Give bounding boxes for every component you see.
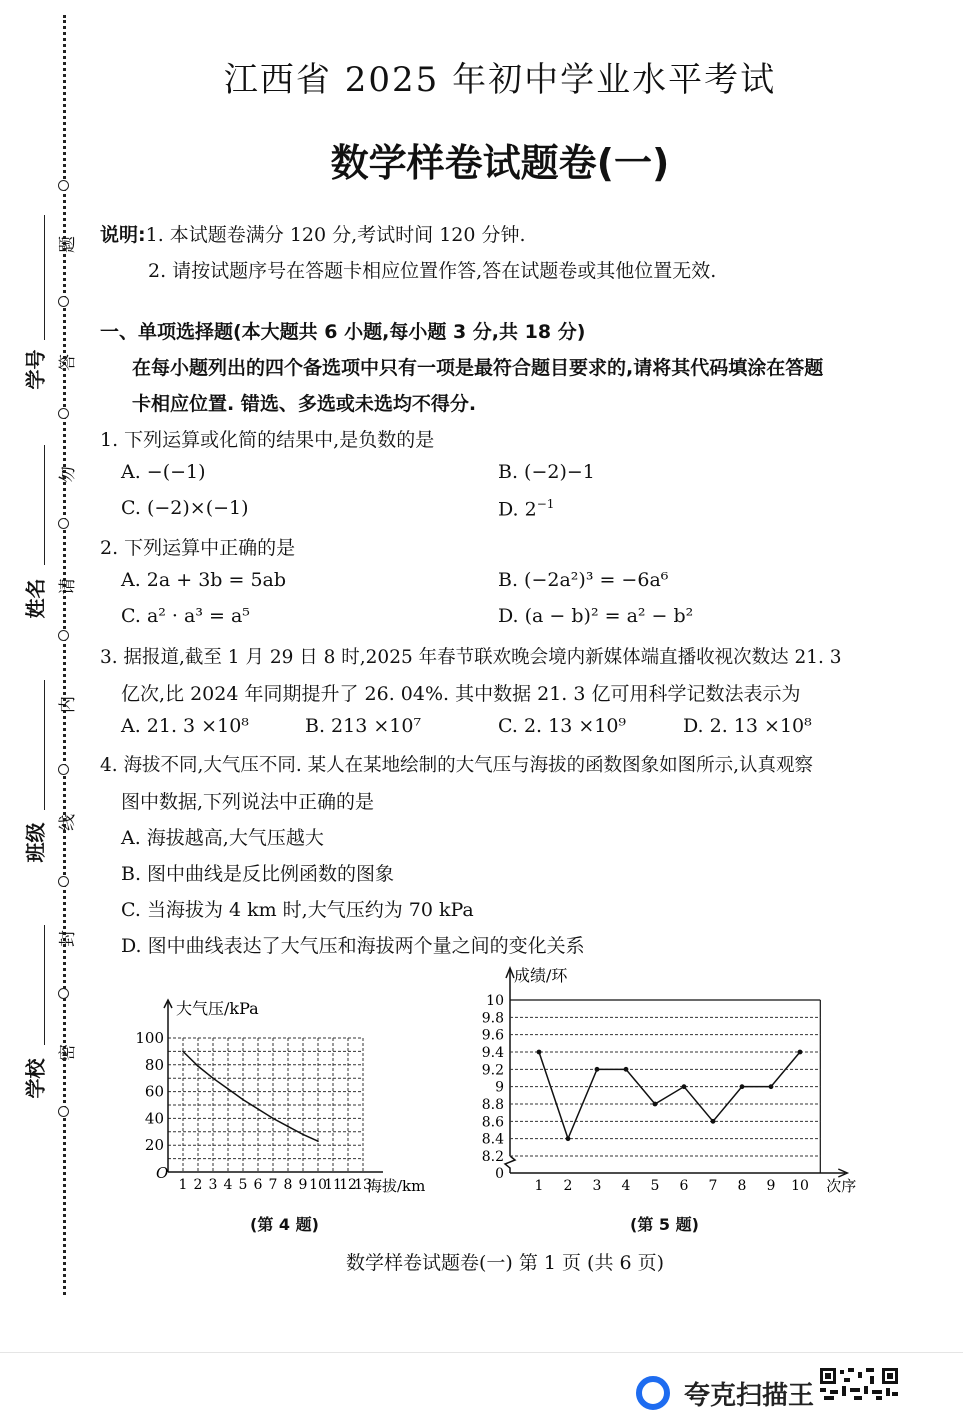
- field-student-id: 学号: [23, 349, 48, 390]
- q4-option-d: D. 图中曲线表达了大气压和海拔两个量之间的变化关系: [121, 935, 585, 957]
- y-tick-label: 8.4: [481, 1131, 504, 1148]
- score-point: [769, 1084, 774, 1089]
- x-tick-label: 4: [223, 1177, 233, 1193]
- pressure-altitude-chart: [120, 990, 460, 1205]
- q3-option-c: C. 2. 13 ×10⁹: [498, 715, 627, 737]
- curve-point: [182, 1051, 184, 1053]
- x-tick-label: 9: [298, 1177, 308, 1193]
- instructions-label: 说明:: [100, 224, 146, 246]
- x-tick-label: 5: [238, 1177, 248, 1193]
- q2-option-d: D. (a − b)² = a² − b²: [498, 605, 694, 627]
- y-tick-label: 40: [144, 1109, 164, 1128]
- x-tick-label: 4: [621, 1178, 631, 1194]
- score-line: [539, 1052, 800, 1139]
- score-point: [682, 1084, 687, 1089]
- y-tick-label: 80: [144, 1055, 164, 1074]
- x-tick-label: 3: [208, 1177, 218, 1193]
- binding-circle: [58, 764, 69, 775]
- x-tick-label: 7: [708, 1178, 718, 1194]
- curve-point: [317, 1140, 319, 1142]
- curve-point: [212, 1077, 214, 1079]
- x-tick-label: 12: [339, 1177, 357, 1193]
- section-intro: 卡相应位置. 错选、多选或未选均不得分.: [132, 393, 477, 415]
- x-tick-label: 10: [791, 1178, 809, 1194]
- q3-option-d: D. 2. 13 ×10⁸: [683, 715, 812, 737]
- y-tick-label: 8.2: [481, 1149, 504, 1165]
- qr-code-icon: [820, 1368, 898, 1402]
- x-tick-label: 1: [534, 1178, 544, 1194]
- score-point: [595, 1067, 600, 1072]
- field-underline: [44, 215, 45, 340]
- origin-label: 0: [495, 1166, 504, 1182]
- q4-option-a: A. 海拔越高,大气压越大: [121, 827, 324, 849]
- y-tick-label: 9: [495, 1079, 504, 1096]
- q2-option-c: C. a² · a³ = a⁵: [121, 605, 250, 627]
- q4-option-b: B. 图中曲线是反比例函数的图象: [121, 863, 395, 885]
- y-tick-label: 8.8: [481, 1097, 504, 1113]
- scanner-brand: 夸克扫描王: [684, 1381, 815, 1411]
- x-tick-label: 11: [324, 1177, 342, 1193]
- q3-option-b: B. 213 ×10⁷: [305, 715, 422, 737]
- score-point: [653, 1102, 658, 1107]
- curve-point: [227, 1088, 229, 1090]
- y-tick-label: 10: [486, 993, 504, 1009]
- q2-option-a: A. 2a + 3b = 5ab: [121, 569, 287, 591]
- question-4-line2: 图中数据,下列说法中正确的是: [121, 791, 375, 813]
- instructions-item2: 2. 请按试题序号在答题卡相应位置作答,答在试题卷或其他位置无效.: [148, 260, 717, 282]
- y-tick-label: 100: [135, 1029, 164, 1047]
- x-tick-label: 7: [268, 1177, 278, 1193]
- y-tick-label: 9.2: [481, 1062, 504, 1079]
- scanner-bar: [0, 1352, 963, 1403]
- curve-point: [257, 1108, 259, 1110]
- instructions-text: 1. 本试题卷满分 120 分,考试时间 120 分钟.: [145, 224, 526, 246]
- instructions-item1: [100, 220, 526, 247]
- binding-circle: [58, 296, 69, 307]
- q4-option-c: C. 当海拔为 4 km 时,大气压约为 70 kPa: [121, 899, 474, 921]
- score-point: [798, 1050, 803, 1055]
- field-school: 学校: [23, 1058, 48, 1099]
- question-3-line2: 亿次,比 2024 年同期提升了 26. 04%. 其中数据 21. 3 亿可用科学记数法表示为: [121, 683, 801, 705]
- field-underline: [44, 680, 45, 810]
- binding-char: 封: [58, 930, 78, 947]
- x-tick-label: 3: [592, 1178, 602, 1194]
- exam-title: 江西省 2025 年初中学业水平考试: [223, 60, 777, 100]
- field-underline: [44, 925, 45, 1045]
- q1-option-d: [498, 497, 554, 520]
- binding-char: 勿: [58, 466, 78, 483]
- x-tick-label: 10: [309, 1177, 327, 1193]
- q3-option-a: A. 21. 3 ×10⁸: [121, 715, 249, 737]
- binding-dotted-line: [63, 15, 66, 1295]
- binding-char: 请: [58, 578, 78, 595]
- score-point: [740, 1084, 745, 1089]
- score-point: [711, 1119, 716, 1124]
- figure-4-caption: (第 4 题): [250, 1215, 319, 1234]
- curve-point: [242, 1099, 244, 1101]
- y-tick-label: 60: [144, 1082, 164, 1101]
- binding-circle: [58, 876, 69, 887]
- binding-circle: [58, 988, 69, 999]
- page-footer: 数学样卷试题卷(一) 第 1 页 (共 6 页): [345, 1252, 665, 1274]
- y-tick-label: 9.8: [481, 1010, 504, 1027]
- origin-label: O: [156, 1164, 169, 1182]
- q1-option-d-base: D. 2: [498, 498, 537, 521]
- binding-circle: [58, 518, 69, 529]
- x-tick-label: 8: [283, 1177, 293, 1193]
- score-point: [624, 1067, 629, 1072]
- y-tick-label: 9.4: [481, 1045, 504, 1061]
- figure-5-caption: (第 5 题): [630, 1215, 699, 1234]
- q1-option-d-exp: −1: [536, 497, 555, 511]
- section-heading: 一、单项选择题(本大题共 6 小题,每小题 3 分,共 18 分): [100, 321, 586, 343]
- binding-char: 内: [58, 696, 78, 713]
- scanner-logo-icon: [636, 1376, 670, 1410]
- question-3-line1: 3. 据报道,截至 1 月 29 日 8 时,2025 年春节联欢晚会境内新媒体端直播收视次数达 21. 3: [100, 647, 842, 668]
- curve-point: [287, 1126, 289, 1128]
- binding-char: 线: [58, 814, 78, 831]
- x-tick-label: 8: [737, 1178, 747, 1194]
- section-intro: 在每小题列出的四个备选项中只有一项是最符合题目要求的,请将其代码填涂在答题: [132, 357, 824, 379]
- x-tick-label: 9: [766, 1178, 776, 1194]
- x-tick-label: 6: [253, 1177, 263, 1193]
- y-tick-label: 9.6: [481, 1027, 504, 1044]
- x-tick-label: 2: [563, 1178, 573, 1194]
- y-axis-label: 大气压/kPa: [176, 999, 259, 1018]
- curve-point: [302, 1134, 304, 1136]
- binding-char: 密: [58, 1044, 78, 1061]
- q1-option-a: A. −(−1): [121, 461, 206, 483]
- y-tick-label: 20: [144, 1136, 164, 1155]
- y-axis-label: 成绩/环: [514, 966, 568, 985]
- q1-option-b: B. (−2)−1: [498, 461, 595, 483]
- paper-title: 数学样卷试题卷(一): [330, 141, 670, 185]
- binding-circle: [58, 630, 69, 641]
- score-point: [566, 1136, 571, 1141]
- x-tick-label: 13: [354, 1177, 372, 1193]
- binding-char: 题: [58, 236, 78, 253]
- question-2-stem: 2. 下列运算中正确的是: [100, 537, 296, 559]
- x-tick-label: 6: [679, 1178, 689, 1194]
- x-tick-label: 1: [178, 1177, 188, 1193]
- q2-option-b: B. (−2a²)³ = −6a⁶: [498, 569, 669, 591]
- x-axis-label: 海拔/km: [367, 1177, 426, 1195]
- field-underline: [44, 445, 45, 565]
- field-name: 姓名: [23, 578, 48, 619]
- curve-point: [272, 1118, 274, 1120]
- score-point: [537, 1050, 542, 1055]
- y-axis-break: [505, 1156, 515, 1173]
- x-axis-label: 次序: [826, 1177, 857, 1195]
- field-class: 班级: [23, 822, 48, 863]
- q1-option-c: C. (−2)×(−1): [121, 497, 249, 519]
- binding-char: 答: [58, 354, 78, 371]
- x-tick-label: 5: [650, 1178, 660, 1194]
- curve-point: [197, 1065, 199, 1067]
- y-tick-label: 8.6: [481, 1114, 504, 1131]
- shooting-score-chart: [470, 960, 870, 1200]
- binding-circle: [58, 1106, 69, 1117]
- x-tick-label: 2: [193, 1177, 203, 1193]
- question-1-stem: 1. 下列运算或化简的结果中,是负数的是: [100, 429, 435, 451]
- binding-circle: [58, 408, 69, 419]
- question-4-line1: 4. 海拔不同,大气压不同. 某人在某地绘制的大气压与海拔的函数图象如图所示,认真观察: [100, 755, 814, 776]
